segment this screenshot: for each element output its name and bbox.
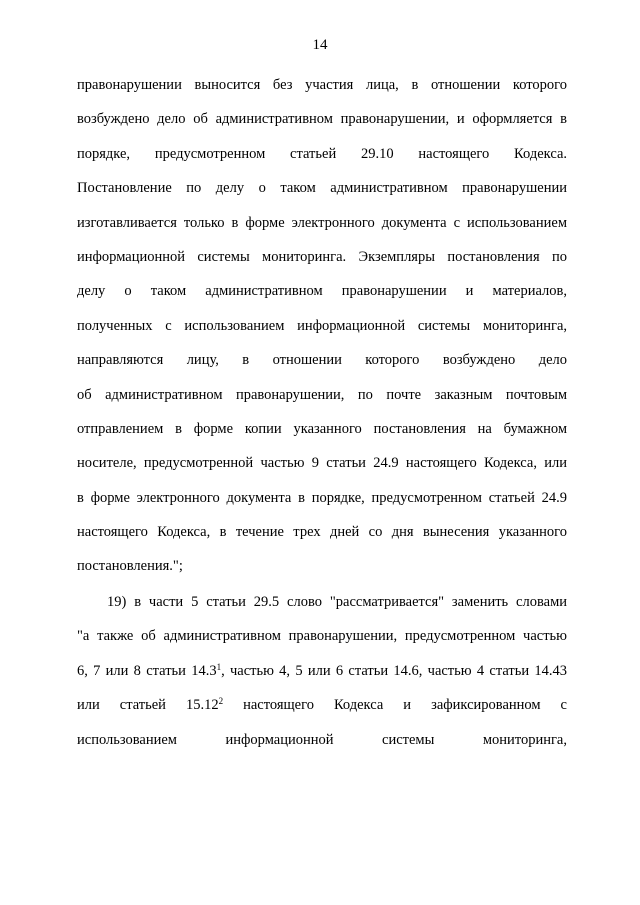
text-line: изготавливается только в форме электронного документа с использованием [77, 214, 567, 231]
page-number: 14 [312, 37, 328, 53]
superscript: 1 [216, 661, 222, 672]
text-line: возбуждено дело об административном правонарушении, и оформляется в [77, 111, 567, 128]
text-line [77, 696, 567, 730]
text-segment: , частью 4, 5 или 6 статьи 14.6, частью 4 статьи 14.43 [221, 662, 567, 679]
text-line: постановления."; [77, 558, 183, 575]
text-line: правонарушении выносится без участия лица, в отношении которого [77, 77, 567, 93]
text-line: Постановление по делу о таком административном правонарушении [77, 180, 567, 197]
superscript: 2 [218, 696, 224, 707]
text-line: носителе, предусмотренной частью 9 статьи 24.9 настоящего Кодекса, или [77, 455, 567, 472]
text-segment: или статьей 15.12 [77, 697, 219, 714]
text-line: 19) в части 5 статьи 29.5 слово "рассматривается" заменить словами [107, 594, 567, 610]
text-line: направляются лицу, в отношении которого возбуждено дело [77, 352, 567, 369]
text-line: об административном правонарушении, по почте заказным почтовым [77, 386, 567, 403]
text-line: делу о таком административном правонарушении и материалов, [77, 283, 567, 300]
text-line: полученных с использованием информационной системы мониторинга, [77, 317, 567, 334]
text-line: в форме электронного документа в порядке, предусмотренном статьей 24.9 [77, 489, 567, 506]
text-line: отправлением в форме копии указанного постановления на бумажном [77, 420, 567, 437]
text-line [77, 662, 567, 696]
text-segment: настоящего Кодекса и зафиксированном с [223, 697, 567, 714]
text-line: "а также об административном правонарушении, предусмотренном частью [77, 628, 567, 645]
text-line: настоящего Кодекса, в течение трех дней со дня вынесения указанного [77, 524, 567, 541]
paragraph-item-19 [77, 593, 567, 765]
text-line: порядке, предусмотренном статьей 29.10 настоящего Кодекса. [77, 145, 567, 162]
paragraph-continuation [77, 76, 567, 592]
text-line: использованием информационной системы мониторинга, [77, 731, 567, 748]
text-line: информационной системы мониторинга. Экземпляры постановления по [77, 248, 567, 265]
text-segment: 6, 7 или 8 статьи 14.3 [77, 662, 217, 679]
